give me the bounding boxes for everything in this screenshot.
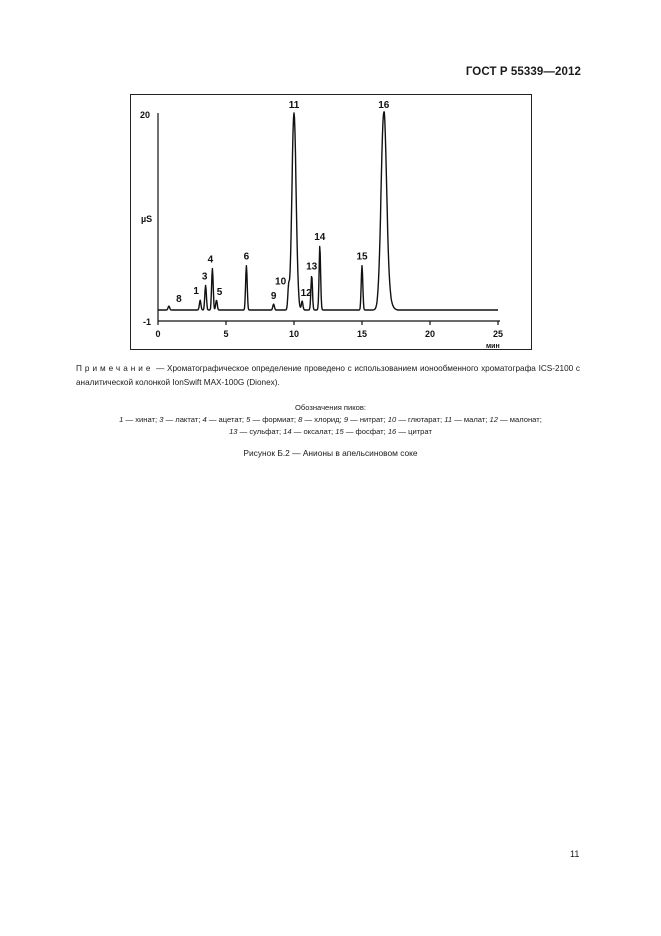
peak-label-6: 6 bbox=[243, 251, 250, 263]
legend-item bbox=[246, 415, 298, 424]
peak-label-10: 10 bbox=[275, 276, 287, 288]
peak-label-15: 15 bbox=[356, 251, 368, 263]
legend-item-number: 1 bbox=[119, 415, 124, 424]
legend-item bbox=[444, 415, 489, 424]
peak-label-1: 1 bbox=[193, 286, 199, 298]
legend-item-number: 12 bbox=[489, 415, 498, 424]
legend-item-number: 15 bbox=[335, 427, 344, 436]
x-tick-label: 5 bbox=[223, 329, 229, 339]
legend-item-name: — фосфат; bbox=[343, 427, 388, 436]
legend-item-name: — цитрат bbox=[396, 427, 432, 436]
legend-item-name: — сульфат; bbox=[237, 427, 284, 436]
peak-legend bbox=[60, 402, 601, 438]
legend-item-name: — хлорид; bbox=[302, 415, 344, 424]
y-tick-bottom: -1 bbox=[143, 317, 152, 327]
page-number: 11 bbox=[570, 849, 580, 859]
figure-caption: Рисунок Б.2 — Анионы в апельсиновом соке bbox=[243, 448, 418, 458]
axis-ticks bbox=[155, 321, 503, 339]
legend-item-number: 16 bbox=[387, 427, 397, 436]
legend-item-number: 9 bbox=[343, 415, 349, 424]
peak-label-13: 13 bbox=[306, 261, 318, 273]
legend-item-name: — лактат; bbox=[163, 415, 203, 424]
x-tick-label: 10 bbox=[288, 329, 300, 339]
legend-item bbox=[119, 415, 159, 424]
legend-item-name: — хинат; bbox=[123, 415, 160, 424]
legend-item bbox=[335, 427, 388, 436]
legend-item-name: — формиат; bbox=[250, 415, 299, 424]
legend-item-number: 4 bbox=[202, 415, 207, 424]
x-tick-label: 20 bbox=[424, 329, 436, 339]
peak-label-12: 12 bbox=[300, 288, 312, 300]
peak-labels bbox=[176, 100, 390, 305]
peak-label-14: 14 bbox=[314, 232, 326, 243]
legend-item-number: 14 bbox=[283, 427, 292, 436]
legend-item-number: 8 bbox=[298, 415, 303, 424]
standard-designation: ГОСТ Р 55339—2012 bbox=[465, 66, 581, 78]
legend-item-number: 11 bbox=[444, 415, 453, 424]
peak-label-4: 4 bbox=[207, 254, 214, 266]
peak-label-11: 11 bbox=[288, 100, 300, 111]
legend-item-name: — оксалат; bbox=[291, 427, 336, 436]
y-axis-label: µS bbox=[141, 214, 153, 224]
legend-title: Обозначения пиков: bbox=[294, 403, 367, 412]
peak-label-16: 16 bbox=[378, 100, 390, 111]
legend-item-number: 3 bbox=[159, 415, 164, 424]
chromatogram-trace bbox=[158, 112, 498, 310]
legend-item bbox=[388, 427, 432, 436]
legend-item-name: — ацетат; bbox=[206, 415, 247, 424]
legend-item bbox=[202, 415, 246, 424]
peak-label-9: 9 bbox=[270, 291, 277, 303]
legend-item bbox=[229, 427, 283, 436]
y-tick-top: 20 bbox=[140, 110, 151, 120]
legend-item-number: 13 bbox=[229, 427, 238, 436]
note-text: — Хроматографическое определение проведено с использованием ионообменного хроматографа ICS-2100 с аналитической колонкой IonSwift MAX-100G (Dionex). bbox=[76, 364, 580, 387]
x-axis-unit: мин bbox=[486, 343, 500, 350]
legend-item-number: 10 bbox=[387, 415, 397, 424]
x-tick-label: 0 bbox=[155, 329, 161, 339]
legend-item bbox=[344, 415, 388, 424]
legend-item-name: — малонат; bbox=[497, 415, 542, 424]
peak-label-3: 3 bbox=[201, 271, 208, 283]
legend-item bbox=[298, 415, 344, 424]
legend-item bbox=[159, 415, 202, 424]
peak-label-8: 8 bbox=[176, 294, 182, 306]
legend-item-name: — малат; bbox=[452, 415, 490, 424]
x-tick-label: 25 bbox=[492, 329, 504, 339]
legend-item bbox=[490, 415, 542, 424]
legend-item bbox=[283, 427, 335, 436]
legend-item-name: — глютарат; bbox=[396, 415, 445, 424]
figure-note bbox=[76, 362, 580, 389]
x-tick-label: 15 bbox=[356, 329, 368, 339]
legend-items bbox=[60, 414, 601, 438]
legend-item bbox=[388, 415, 444, 424]
legend-item-name: — нитрат; bbox=[348, 415, 388, 424]
legend-item-number: 5 bbox=[246, 415, 251, 424]
peak-label-5: 5 bbox=[216, 287, 223, 299]
note-lead: Примечание bbox=[76, 364, 154, 373]
